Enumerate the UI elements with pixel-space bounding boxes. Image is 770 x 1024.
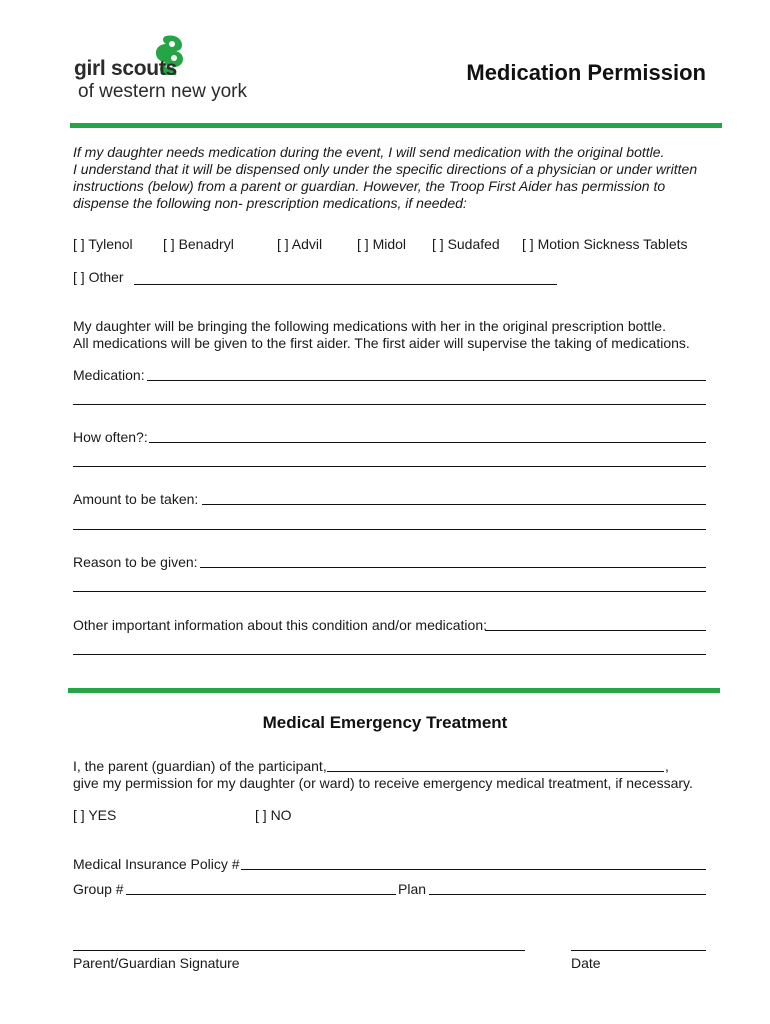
- amount-label: Amount to be taken:: [73, 491, 199, 507]
- otc-option-midol[interactable]: [357, 236, 406, 253]
- consent-no-option[interactable]: [255, 807, 292, 824]
- logo-text-line2: of western new york: [78, 81, 247, 102]
- insurance-policy-label: Medical Insurance Policy #: [73, 856, 240, 872]
- checkbox-marker[interactable]: [ ]: [522, 236, 534, 252]
- option-label: NO: [270, 807, 292, 823]
- how-often-label: How often?:: [73, 429, 148, 445]
- checkbox-marker[interactable]: [ ]: [73, 236, 85, 252]
- divider-top: [70, 123, 722, 128]
- option-label: YES: [88, 807, 117, 823]
- emergency-heading: Medical Emergency Treatment: [262, 713, 508, 732]
- participant-comma: ,: [665, 758, 669, 774]
- rx-intro-line: My daughter will be bringing the following medications with her in the original prescription bottle.: [73, 318, 666, 334]
- option-label: Advil: [291, 236, 323, 252]
- intro-line: instructions (below) from a parent or guardian. However, the Troop First Aider has permission to: [73, 178, 666, 194]
- consent-yes-option[interactable]: [73, 807, 116, 824]
- signature-label: Parent/Guardian Signature: [73, 955, 240, 971]
- other-medication-line[interactable]: [134, 284, 557, 285]
- group-label: Group #: [73, 881, 124, 897]
- option-label: Other: [88, 269, 124, 285]
- permission-statement: give my permission for my daughter (or ward) to receive emergency medical treatment, if necessary.: [73, 775, 693, 791]
- reason-label: Reason to be given:: [73, 554, 198, 570]
- otc-option-sudafed[interactable]: [432, 236, 500, 253]
- medication-field-line2[interactable]: [73, 404, 706, 405]
- otc-option-motion-sickness[interactable]: [522, 236, 688, 253]
- option-label: Midol: [372, 236, 407, 252]
- checkbox-marker[interactable]: [ ]: [432, 236, 444, 252]
- checkbox-marker[interactable]: [ ]: [255, 807, 267, 823]
- intro-line: dispense the following non- prescription medications, if needed:: [73, 195, 467, 211]
- reason-field[interactable]: [200, 567, 706, 568]
- option-label: Benadryl: [178, 236, 234, 252]
- date-field[interactable]: [571, 950, 706, 951]
- logo-text-line1: girl scouts: [74, 57, 177, 80]
- logo: [72, 30, 272, 110]
- otc-option-other[interactable]: [73, 269, 124, 286]
- date-label: Date: [571, 955, 601, 971]
- page-title: Medication Permission: [466, 60, 706, 85]
- otc-option-tylenol[interactable]: [73, 236, 133, 253]
- other-info-field-line2[interactable]: [73, 654, 706, 655]
- checkbox-marker[interactable]: [ ]: [163, 236, 175, 252]
- otc-option-benadryl[interactable]: [163, 236, 234, 253]
- plan-label: Plan: [398, 881, 427, 897]
- checkbox-marker[interactable]: [ ]: [73, 807, 85, 823]
- how-often-field-line2[interactable]: [73, 466, 706, 467]
- rx-intro-paragraph: [73, 318, 723, 352]
- option-label: Tylenol: [88, 236, 133, 252]
- intro-line: I understand that it will be dispensed only under the specific directions of a physician or under written: [73, 161, 698, 177]
- intro-paragraph: [73, 144, 723, 212]
- divider-middle: [68, 688, 720, 693]
- amount-field[interactable]: [202, 504, 706, 505]
- amount-field-line2[interactable]: [73, 529, 706, 530]
- checkbox-marker[interactable]: [ ]: [357, 236, 369, 252]
- otc-option-advil[interactable]: [277, 236, 322, 253]
- insurance-policy-field[interactable]: [241, 869, 706, 870]
- option-label: Motion Sickness Tablets: [537, 236, 688, 252]
- option-label: Sudafed: [447, 236, 500, 252]
- other-info-field[interactable]: [485, 630, 706, 631]
- rx-intro-line: All medications will be given to the first aider. The first aider will supervise the taking of medications.: [73, 335, 690, 351]
- medication-field[interactable]: [147, 380, 706, 381]
- checkbox-marker[interactable]: [ ]: [73, 269, 85, 285]
- medication-label: Medication:: [73, 367, 145, 383]
- other-info-label: Other important information about this condition and/or medication:: [73, 617, 488, 633]
- intro-line: If my daughter needs medication during the event, I will send medication with the original bottle.: [73, 144, 665, 160]
- parent-statement-label: I, the parent (guardian) of the participant,: [73, 758, 327, 774]
- group-field[interactable]: [126, 894, 396, 895]
- participant-name-field[interactable]: [327, 771, 664, 772]
- reason-field-line2[interactable]: [73, 591, 706, 592]
- how-often-field[interactable]: [149, 442, 706, 443]
- signature-field[interactable]: [73, 950, 525, 951]
- plan-field[interactable]: [429, 894, 706, 895]
- checkbox-marker[interactable]: [ ]: [277, 236, 289, 252]
